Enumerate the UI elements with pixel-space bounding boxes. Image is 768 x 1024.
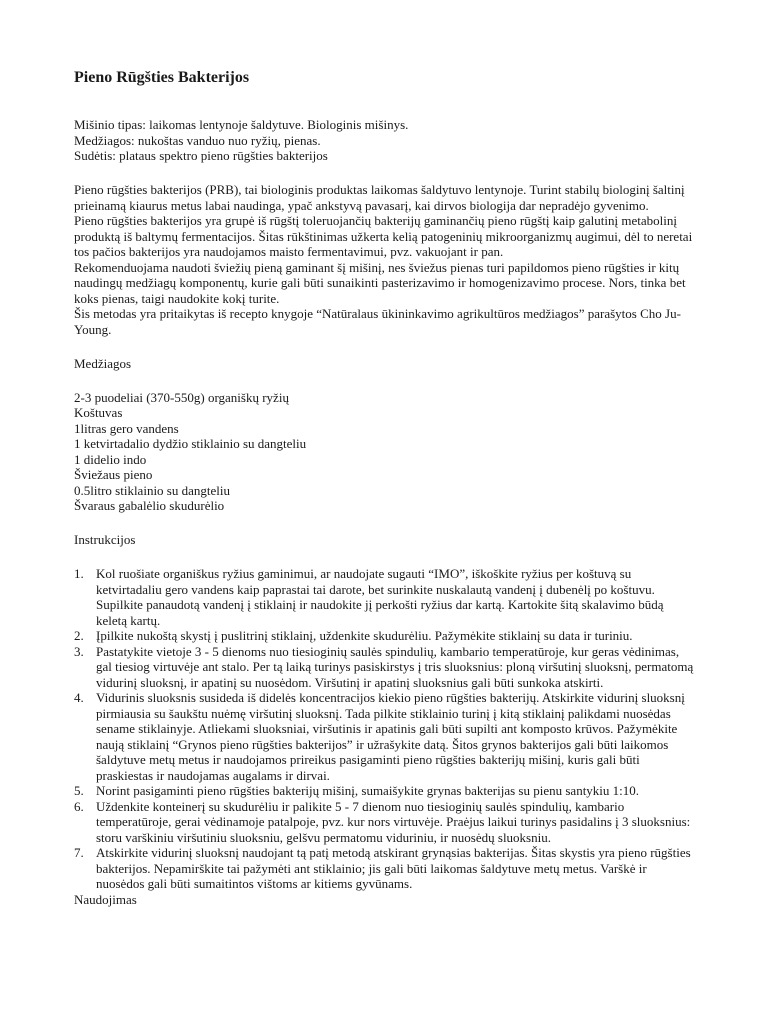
intro-paragraph: Rekomenduojama naudoti šviežių pieną gaminant šį mišinį, nes šviežus pienas turi papildomos pieno rūgšties ir kitų naudingų medžiagų komponentų, kurie gali būti sunaikinti pasterizavimo ir homogenizavimo procese. Nors, tinka bet koks pienas, taigi naudokite kokį turite.: [74, 259, 686, 306]
materials-heading: Medžiagos: [74, 355, 132, 371]
meta-materials: Medžiagos: nukoštas vanduo nuo ryžių, pienas.: [74, 132, 321, 148]
step-number: 4.: [74, 690, 84, 705]
instruction-step: [74, 628, 694, 644]
instruction-step: [74, 566, 694, 628]
intro-paragraph: Šis metodas yra pritaikytas iš recepto knygoje “Natūralaus ūkininkavimo agrikultūros medžiagos” parašytos Cho Ju-Young.: [74, 306, 681, 337]
step-text: Atskirkite vidurinį sluoksnį naudojant tą patį metodą atskirant grynąsias bakterijas. Šitas skystis yra pieno rūgšties bakterijos. Nepamirškite tai pažymėti ant stiklainio; jis gali būti laikomas šaldytuve metų metus. Varškė ir nuosėdos gali būti sumaitintos vištoms ar kitiems gyvūnams.: [96, 845, 691, 891]
list-item: 1 ketvirtadalio dydžio stiklainio su dangteliu: [74, 436, 307, 451]
step-number: 1.: [74, 566, 84, 581]
instruction-step: [74, 690, 694, 783]
list-item: 1litras gero vandens: [74, 420, 179, 436]
list-item: Švaraus gabalėlio skudurėlio: [74, 498, 225, 513]
step-number: 7.: [74, 845, 84, 860]
list-item: 1 didelio indo: [74, 451, 147, 467]
instructions-list: [74, 566, 694, 892]
step-text: Uždenkite konteinerį su skudurėliu ir palikite 5 - 7 dienom nuo tiesioginių saulės spindulių, kambario temperatūroje, gerai vėdinamoje patalpoje, pvz. kur nors virtuvėje. Praėjus laikui turinys pasidalins į 3 sluoksnius: storu varškiniu viršutiniu sluoksniu, gelšvu permatomu viduriniu, ir nuosėdų sluoksniu.: [96, 798, 691, 845]
instructions-heading: Instrukcijos: [74, 532, 136, 547]
step-number: 6.: [74, 798, 84, 814]
step-text: Vidurinis sluoksnis susideda iš didelės koncentracijos kiekio pieno rūgšties bakterijų. Atskirkite vidurinį sluoksnį pirmiausia su šaukštu nuėmę viršutinį sluoksnį. Tada pilkite stiklainio turinį į kitą stiklainį palikdami nuosėdas sename stiklainyje. Atliekami sluoksniai, viršutinis ir apatinis gali būti supilti ant komposto krūvos. Pažymėkite naują stiklainį “Grynos pieno rūgšties bakterijos” ir užrašykite datą. Šitos grynos bakterijos gali būti laikomos šaldytuve metų metus ir naudojamos prireikus pasigaminti pieno rūgšties bakterijų mišinį, kuris gali būti praskiestas ir naudojamas augalams ir dirvai.: [96, 690, 685, 783]
step-text: Pastatykite vietoje 3 - 5 dienoms nuo tiesioginių saulės spindulių, kambario temperatūroje, kur geras vėdinimas, gal tiesiog virtuvėje ant stalo. Per tą laiką turinys pasiskirstys į tris sluoksnius: ploną viršutinį sluoksnį, permatomą vidurinį sluoksnį, ir apatinį su nuosėdom. Viršutinį ir apatinį sluoksnius gali būti sunkoka atskirti.: [96, 643, 694, 690]
materials-list: [74, 390, 694, 514]
meta-type: Mišinio tipas: laikomas lentynoje šaldytuve. Biologinis mišinys.: [74, 117, 409, 132]
instruction-step: [74, 644, 694, 691]
list-item: Koštuvas: [74, 405, 123, 420]
document-title: Pieno Rūgšties Bakterijos: [74, 69, 250, 86]
usage-heading: Naudojimas: [74, 891, 137, 907]
document-page: [74, 0, 694, 907]
intro-paragraph: Pieno rūgšties bakterijos yra grupė iš rūgštį toleruojančių bakterijų gaminančių pieno rūgštį kaip galutinį metabolinį produktą iš baltymų fermentacijos. Šitas rūkštinimas užkerta kelią patogeninių mikroorganizmų augimui, dėl to neretai tos pačios bakterijos yra naudojamos maisto fermentavimui, pvz. vakuojant ir pan.: [74, 213, 693, 259]
step-text: Kol ruošiate organiškus ryžius gaminimui, ar naudojate sugauti “IMO”, iškoškite ryžius per koštuvą su ketvirtadaliu gero vandens kaip paprastai tai darote, bet surinkite nuskalautą vandenį į dubenėlį po koštuvu. Supilkite panaudotą vandenį į stiklainį ir naudokite jį perkošti ryžius dar kartą. Kartokite šitą skalavimo būdą keletą kartų.: [96, 566, 664, 628]
instruction-step: [74, 845, 694, 892]
step-number: 5.: [74, 783, 84, 798]
list-item: 2-3 puodeliai (370-550g) organiškų ryžių: [74, 389, 289, 405]
step-number: 2.: [74, 628, 84, 643]
step-number: 3.: [74, 643, 84, 659]
list-item: 0.5litro stiklainio su dangteliu: [74, 482, 230, 498]
step-text: Įpilkite nukoštą skystį į puslitrinį stiklainį, uždenkite skudurėliu. Pažymėkite stiklainį su data ir turiniu.: [96, 628, 633, 643]
mixture-meta: [74, 117, 694, 164]
list-item: Šviežaus pieno: [74, 467, 153, 482]
step-text: Norint pasigaminti pieno rūgšties bakterijų mišinį, sumaišykite grynas bakterijas su pienu santykiu 1:10.: [96, 783, 640, 798]
meta-composition: Sudėtis: plataus spektro pieno rūgšties bakterijos: [74, 148, 328, 163]
intro-section: [74, 182, 694, 337]
instruction-step: [74, 783, 694, 799]
instruction-step: [74, 799, 694, 846]
intro-paragraph: Pieno rūgšties bakterijos (PRB), tai biologinis produktas laikomas šaldytuvo lentynoje. Turint stabilų biologinį šaltinį prieinamą kiaurus metus labai naudinga, ypač ankstyvą pavasarį, kai dirvos biologija dar nepradėjo gyvenimo.: [74, 182, 685, 213]
